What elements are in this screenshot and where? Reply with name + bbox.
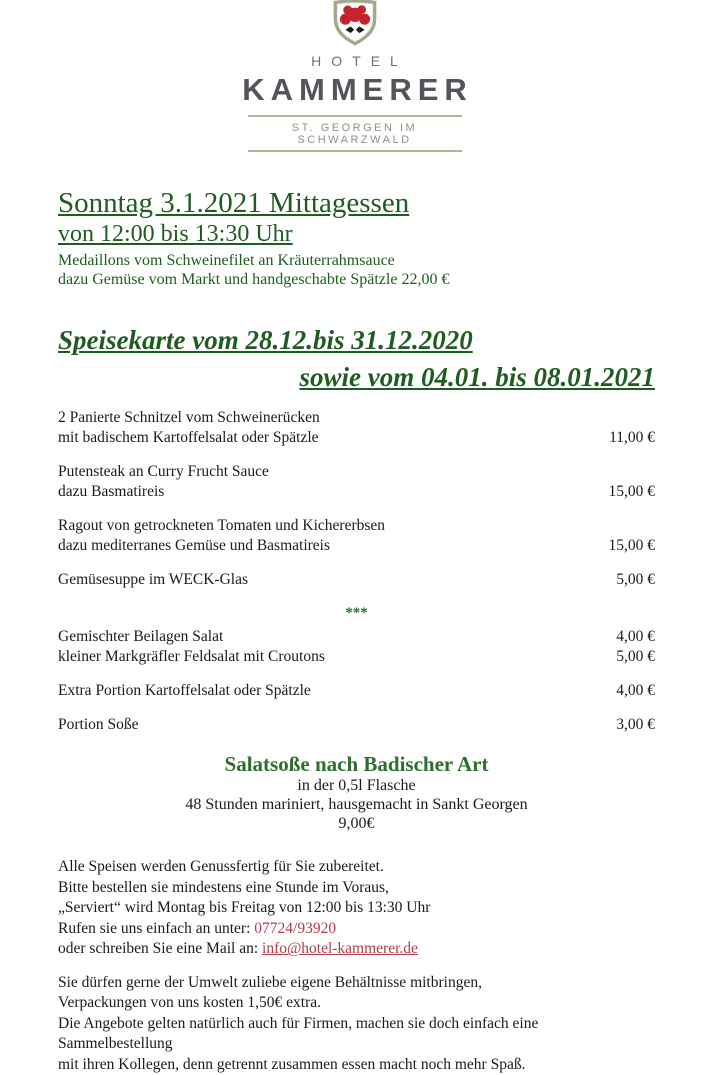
dish-price: 5,00 € <box>616 571 655 589</box>
logo-name-text: KAMMERER <box>242 72 473 107</box>
menu-heading-line2: sowie vom 04.01. bis 08.01.2021 <box>299 362 655 393</box>
menu-content <box>0 188 709 1075</box>
phone-line-prefix: Rufen sie uns einfach an unter: <box>58 919 255 937</box>
dish-description: dazu mediterranes Gemüse und Basmatireis <box>58 537 331 555</box>
footer-line: Sie dürfen gerne der Umwelt zuliebe eigene Behältnisse mitbringen, <box>58 973 482 991</box>
info-email-line <box>58 939 655 960</box>
phone-number: 07724/93920 <box>254 919 337 937</box>
menu-item-gemuesesuppe <box>58 570 655 590</box>
info-line: „Serviert“ wird Montag bis Freitag von 12:00 bis 13:30 Uhr <box>58 899 431 917</box>
dish-name: Extra Portion Kartoffelsalat oder Spätzle <box>58 682 311 700</box>
menu-item-sosse <box>58 715 655 735</box>
stars-separator: *** <box>345 605 368 622</box>
menu-heading-line1: Speisekarte vom 28.12.bis 31.12.2020 <box>58 325 473 356</box>
dish-description: kleiner Markgräfler Feldsalat mit Croutons <box>58 648 325 666</box>
menu-item-ragout <box>58 516 655 556</box>
logo-location-text: ST. GEORGEN IM SCHWARZWALD <box>248 115 462 152</box>
dish-price: 15,00 € <box>608 483 655 501</box>
menu-item-salate <box>58 627 655 667</box>
menu-item-extra-portion <box>58 681 655 701</box>
dish-price: 4,00 € <box>616 682 655 700</box>
dish-description: mit badischem Kartoffelsalat oder Spätzle <box>58 429 319 447</box>
footer-note-section <box>58 973 655 1075</box>
salad-dressing-price: 9,00€ <box>338 815 375 833</box>
menu-list <box>58 408 655 735</box>
dish-name: Putensteak an Curry Frucht Sauce <box>58 463 269 481</box>
dish-name: Gemüsesuppe im WECK-Glas <box>58 571 248 589</box>
dish-description: dazu Basmatireis <box>58 483 165 501</box>
sunday-special-time: von 12:00 bis 13:30 Uhr <box>58 220 293 247</box>
menu-heading <box>58 325 655 393</box>
dish-price: 15,00 € <box>608 537 655 555</box>
info-line: Bitte bestellen sie mindestens eine Stunde im Voraus, <box>58 878 389 896</box>
menu-item-schnitzel <box>58 408 655 448</box>
email-link[interactable]: info@hotel-kammerer.de <box>262 940 418 958</box>
sunday-special-title: Sonntag 3.1.2021 Mittagessen <box>58 187 410 219</box>
dish-price: 3,00 € <box>616 716 655 734</box>
salad-dressing-section <box>58 752 655 833</box>
salad-dressing-title: Salatsoße nach Badischer Art <box>224 752 489 777</box>
dish-name: Ragout von getrockneten Tomaten und Kichererbsen <box>58 517 386 535</box>
sunday-special-dish-line1: Medaillons vom Schweinefilet an Kräuterrahmsauce <box>58 252 395 270</box>
footer-line: Die Angebote gelten natürlich auch für Firmen, machen sie doch einfach eine Sammelbestellung <box>58 1014 539 1053</box>
sunday-special-dish-line2: dazu Gemüse vom Markt und handgeschabte Spätzle 22,00 € <box>58 271 450 289</box>
salad-dressing-description: 48 Stunden mariniert, hausgemacht in Sankt Georgen <box>185 796 528 814</box>
dish-price: 5,00 € <box>616 648 655 666</box>
dish-name: Portion Soße <box>58 716 139 734</box>
dish-price: 11,00 € <box>609 429 655 447</box>
dish-name: Gemischter Beilagen Salat <box>58 628 224 646</box>
footer-line: Verpackungen von uns kosten 1,50€ extra. <box>58 994 322 1012</box>
salad-dressing-bottle: in der 0,5l Flasche <box>297 777 416 795</box>
info-phone-line <box>58 919 655 940</box>
info-line: Alle Speisen werden Genussfertig für Sie zubereitet. <box>58 858 384 876</box>
menu-item-putensteak <box>58 462 655 502</box>
logo-hotel-text: HOTEL <box>311 53 408 69</box>
dish-name: 2 Panierte Schnitzel vom Schweinerücken <box>58 409 320 427</box>
bollenhut-shield-icon <box>329 0 381 46</box>
ordering-info-section <box>58 857 655 960</box>
email-line-prefix: oder schreiben Sie eine Mail an: <box>58 940 263 958</box>
footer-line: mit ihren Kollegen, denn getrennt zusammen essen macht noch mehr Spaß. <box>58 1055 526 1073</box>
hotel-logo <box>0 0 709 152</box>
weekly-menu-section <box>58 325 655 735</box>
dish-price: 4,00 € <box>616 628 655 646</box>
sunday-special-section <box>58 188 655 289</box>
